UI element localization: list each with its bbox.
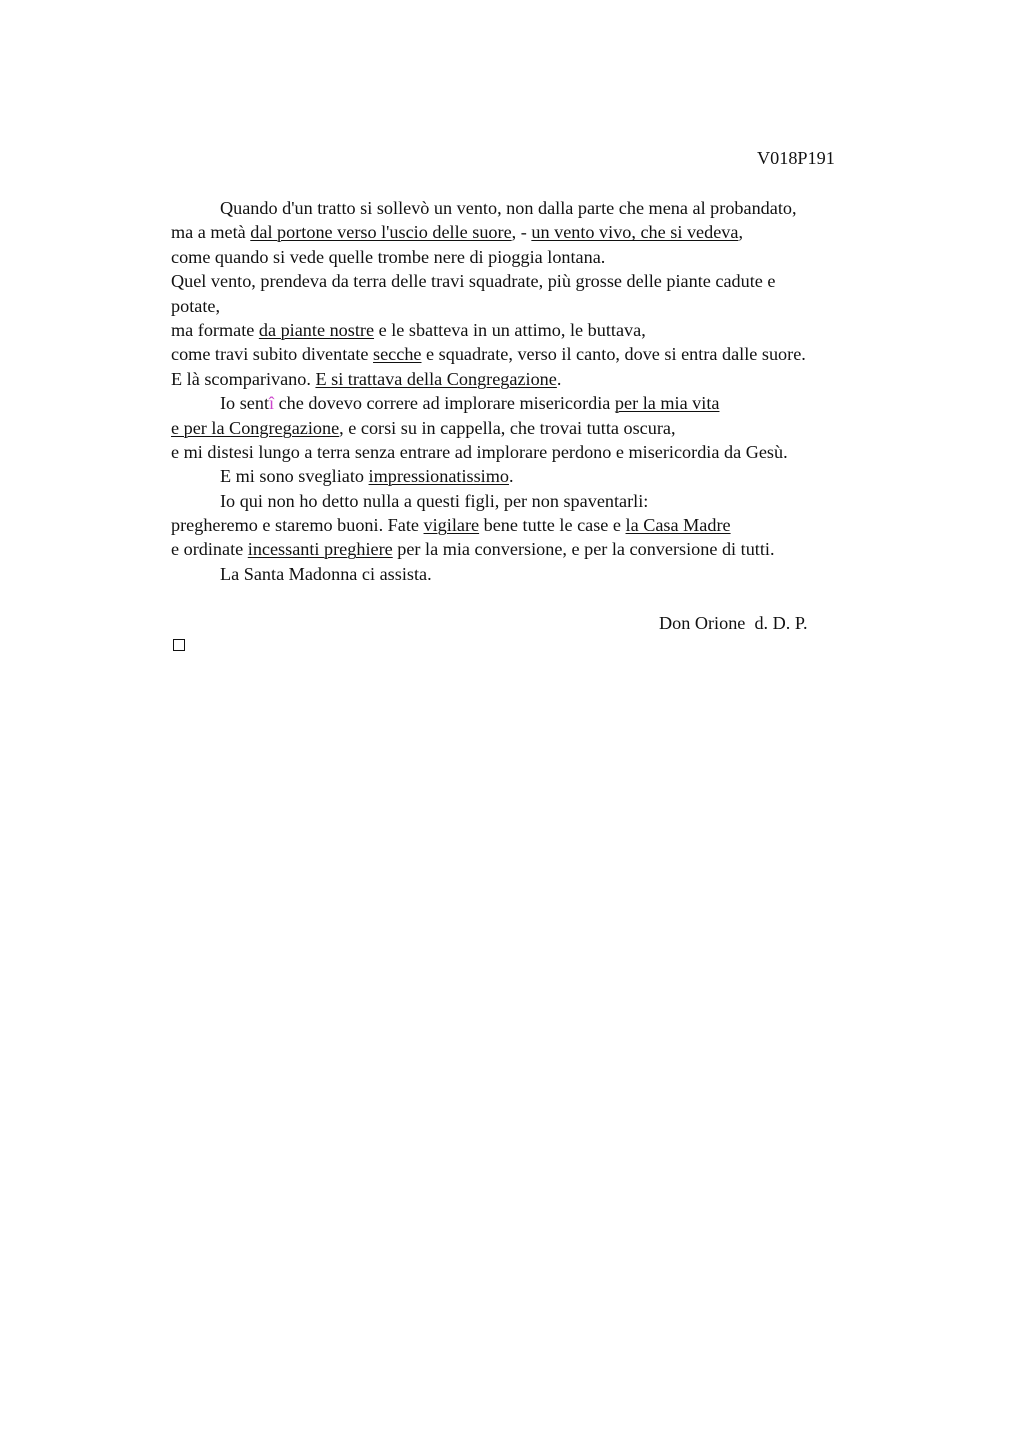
signature: Don Orione d. D. P. — [659, 613, 808, 633]
text-segment: , e corsi su in cappella, che trovai tutta oscura, — [339, 417, 676, 438]
underlined-text: e per la Congregazione — [171, 417, 340, 438]
underlined-text: la Casa Madre — [625, 515, 731, 536]
underlined-text: da piante nostre — [258, 319, 375, 340]
text-segment: E là scomparivano. — [171, 368, 316, 389]
text-segment: . — [508, 466, 514, 487]
text-segment: per la mia conversione, e per la conversione di tutti. — [392, 539, 775, 560]
text-line — [171, 367, 901, 391]
text-line — [171, 440, 901, 464]
underlined-text: dal portone verso l'uscio delle suore — [250, 222, 512, 243]
page-id: V018P191 — [757, 148, 835, 168]
text-line — [171, 513, 901, 537]
text-segment: . — [556, 368, 562, 389]
text-segment: e mi distesi lungo a terra senza entrare ad implorare perdono e misericordia da Gesù. — [171, 441, 788, 462]
text-segment: ma a metà — [171, 222, 251, 243]
text-line — [171, 416, 901, 440]
underlined-text: vigilare — [423, 515, 480, 536]
text-line — [171, 537, 901, 561]
underlined-text: impressionatissimo — [368, 466, 509, 487]
text-line — [171, 489, 901, 513]
text-line — [171, 342, 901, 366]
text-segment: E mi sono svegliato — [220, 466, 369, 487]
underlined-text: secche — [373, 344, 422, 365]
underlined-text: E si trattava della Congregazione — [315, 368, 557, 389]
text-segment: e ordinate — [171, 539, 248, 560]
text-line — [171, 318, 901, 342]
text-line — [171, 196, 901, 220]
underlined-text: per la mia vita — [614, 393, 720, 414]
underlined-text: un vento vivo, che si vedeva — [531, 222, 739, 243]
text-line — [171, 220, 901, 244]
text-segment: Io sent — [220, 393, 269, 414]
text-segment: come quando si vede quelle trombe nere di pioggia lontana. — [171, 246, 606, 267]
text-line — [171, 269, 901, 293]
text-segment: che dovevo correre ad implorare misericordia — [274, 393, 615, 414]
text-line — [171, 294, 901, 318]
empty-checkbox-symbol — [173, 639, 185, 651]
letter-body — [171, 196, 901, 586]
text-segment: bene tutte le case e — [479, 515, 626, 536]
text-line — [171, 562, 901, 586]
text-segment: La Santa Madonna ci assista. — [220, 563, 432, 584]
text-segment: Quando d'un tratto si sollevò un vento, non dalla parte che mena al probandato, — [220, 198, 797, 218]
accented-char: î — [269, 393, 275, 414]
text-segment: Quel vento, prendeva da terra delle travi squadrate, più grosse delle piante cadute e — [171, 271, 776, 292]
text-segment: ma formate — [171, 319, 259, 340]
text-segment: pregheremo e staremo buoni. Fate — [171, 515, 424, 536]
text-line — [171, 464, 901, 488]
text-segment: e squadrate, verso il canto, dove si entra dalle suore. — [421, 344, 806, 365]
text-line — [171, 245, 901, 269]
text-line — [171, 391, 901, 415]
text-segment: , — [738, 222, 743, 243]
underlined-text: incessanti preghiere — [247, 539, 393, 560]
text-segment: come travi subito diventate — [171, 344, 374, 365]
text-segment: potate, — [171, 295, 220, 316]
text-segment: , - — [511, 222, 532, 243]
text-segment: Io qui non ho detto nulla a questi figli, per non spaventarli: — [220, 490, 649, 511]
text-segment: e le sbatteva in un attimo, le buttava, — [374, 319, 646, 340]
